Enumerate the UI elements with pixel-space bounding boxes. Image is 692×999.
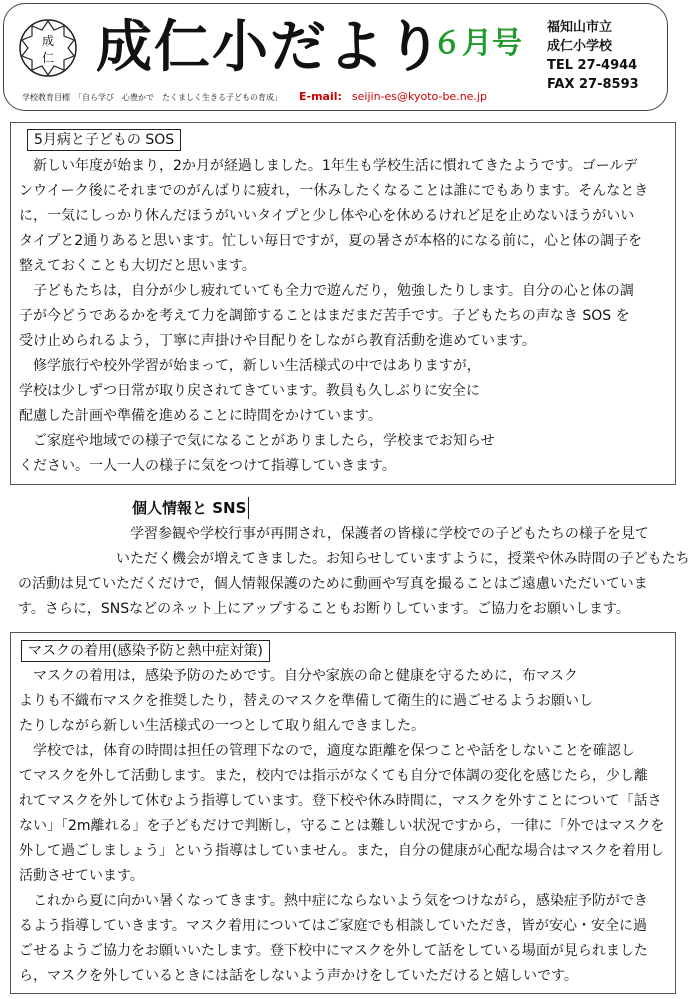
text-line: 学校では，体育の時間は担任の管理下なので，適度な距離を保つことや話をしないことを確認し <box>19 743 635 759</box>
text-line: てマスクを外して活動します。また，校内では指示がなくても自分で体調の変化を感じたら，少し離 <box>19 768 648 784</box>
text-line: タイプと2通りあると思います。忙しい毎日ですが，夏の暑さが本格的になる前に，心と体の調子を <box>19 233 643 249</box>
text-line: 整えておくことも大切だと思います。 <box>19 258 256 274</box>
text-line: ンウイーク後にそれまでのがんばりに疲れ，一休みしたくなることは誰にでもあります。そんなとき <box>19 183 649 199</box>
school-info <box>547 18 639 94</box>
text-line: 活動させています。 <box>19 868 144 884</box>
text-line: 外して過ごしましょう」という指導はしていません。また，自分の健康が心配な場合はマスクを着用し <box>19 843 664 859</box>
email-label: E-mail: <box>299 90 342 103</box>
section-masks <box>10 632 676 994</box>
email-line <box>299 90 487 103</box>
school-fax: FAX 27-8593 <box>547 77 639 92</box>
text-line: れてマスクを外して休むよう指導しています。登下校や休み時間に，マスクを外すことについて「話さ <box>19 793 662 809</box>
text-line: これから夏に向かい暑くなってきます。熱中症にならないよう気をつけながら，感染症予防ができ <box>19 893 648 909</box>
newsletter-title: 成仁小だより <box>96 15 444 80</box>
school-tel: TEL 27-4944 <box>547 58 638 73</box>
section-sns-body <box>18 522 690 622</box>
text-line: 学習参観や学校行事が再開され，保護者の皆様に学校での子どもたちの様子を見て <box>18 526 649 542</box>
text-line: 新しい年度が始まり，2か月が経過しました。1年生も学校生活に慣れてきたようです。ゴールデ <box>19 158 638 174</box>
text-line: るよう指導していきます。マスク着用についてはご家庭でも相談していただき，皆が安心・安全に過 <box>19 918 648 934</box>
text-line: ごせるようご協力をお願いいたします。登下校中にマスクを外して話をしている場面が見られました <box>19 943 648 959</box>
school-motto: 学校教育目標 「自ら学び 心豊かで たくましく生きる子どもの育成」 <box>22 93 282 102</box>
email-address[interactable]: seijin-es@kyoto-be.ne.jp <box>351 90 487 103</box>
text-line: 子が今どうであるかを考えて力を調節することはまだまだ苦手です。子どもたちの声なき SOS を <box>19 308 630 324</box>
text-line: ください。一人一人の様子に気をつけて指導していきます。 <box>19 458 396 474</box>
text-line: よりも不織布マスクを推奨したり，替えのマスクを準備して衛生的に過ごせるようお願いし <box>19 693 593 709</box>
issue-label: ６月号 <box>432 26 522 61</box>
text-line: に，一気にしっかり休んだほうがいいタイプと少し体や心を休めるけれど足を止めないほうがいい <box>19 208 635 224</box>
section-title: 5月病と子どもの SOS <box>27 129 181 151</box>
text-line: す。さらに，SNSなどのネット上にアップすることもお断りしています。ご協力をお願いします。 <box>18 601 630 617</box>
text-line: 修学旅行や校外学習が始まって，新しい生活様式の中ではありますが， <box>19 358 481 374</box>
section-title: マスクの着用(感染予防と熱中症対策) <box>21 640 270 662</box>
text-line: 子どもたちは，自分が少し疲れていても全力で遊んだり，勉強したりします。自分の心と体の調 <box>19 283 634 299</box>
text-line: ご家庭や地域での様子で気になることがありましたら，学校までお知らせ <box>19 433 495 449</box>
text-line: ら，マスクを外しているときには話をしないよう声かけをしていただけると嬉しいです。 <box>19 968 578 984</box>
text-line: たりしながら新しい生活様式の一つとして取り組んできました。 <box>19 718 425 734</box>
school-city: 福知山市立 <box>547 20 613 35</box>
section-body <box>19 154 669 479</box>
school-emblem-icon <box>18 18 78 78</box>
text-line: 学校は少しずつ日常が取り戻されてきています。教員も久しぶりに安全に <box>19 383 480 399</box>
newsletter-header <box>3 3 668 111</box>
text-line: 受け止められるよう，丁寧に声掛けや目配りをしながら教育活動を進めています。 <box>19 333 536 349</box>
section-sns-title: 個人情報と SNS <box>132 497 249 519</box>
school-name: 成仁小学校 <box>547 39 613 54</box>
text-line: ない」「2m離れる」を子どもだけで判断し，守ることは難しい状況ですから，一律に「外ではマスクを <box>19 818 665 834</box>
section-body <box>19 664 669 989</box>
emblem-char-top: 成 <box>41 34 55 48</box>
text-line: 配慮した計画や準備を進めることに時間をかけています。 <box>19 408 382 424</box>
text-line: いただく機会が増えてきました。お知らせしていますように，授業や休み時間の子どもたち <box>18 551 690 567</box>
text-line: の活動は見ていただくだけで，個人情報保護のために動画や写真を撮ることはご遠慮いただいていま <box>18 576 648 592</box>
emblem-char-bottom: 仁 <box>41 51 55 65</box>
text-line: マスクの着用は，感染予防のためです。自分や家族の命と健康を守るために，布マスク <box>19 668 578 684</box>
section-may-blues <box>10 122 676 485</box>
